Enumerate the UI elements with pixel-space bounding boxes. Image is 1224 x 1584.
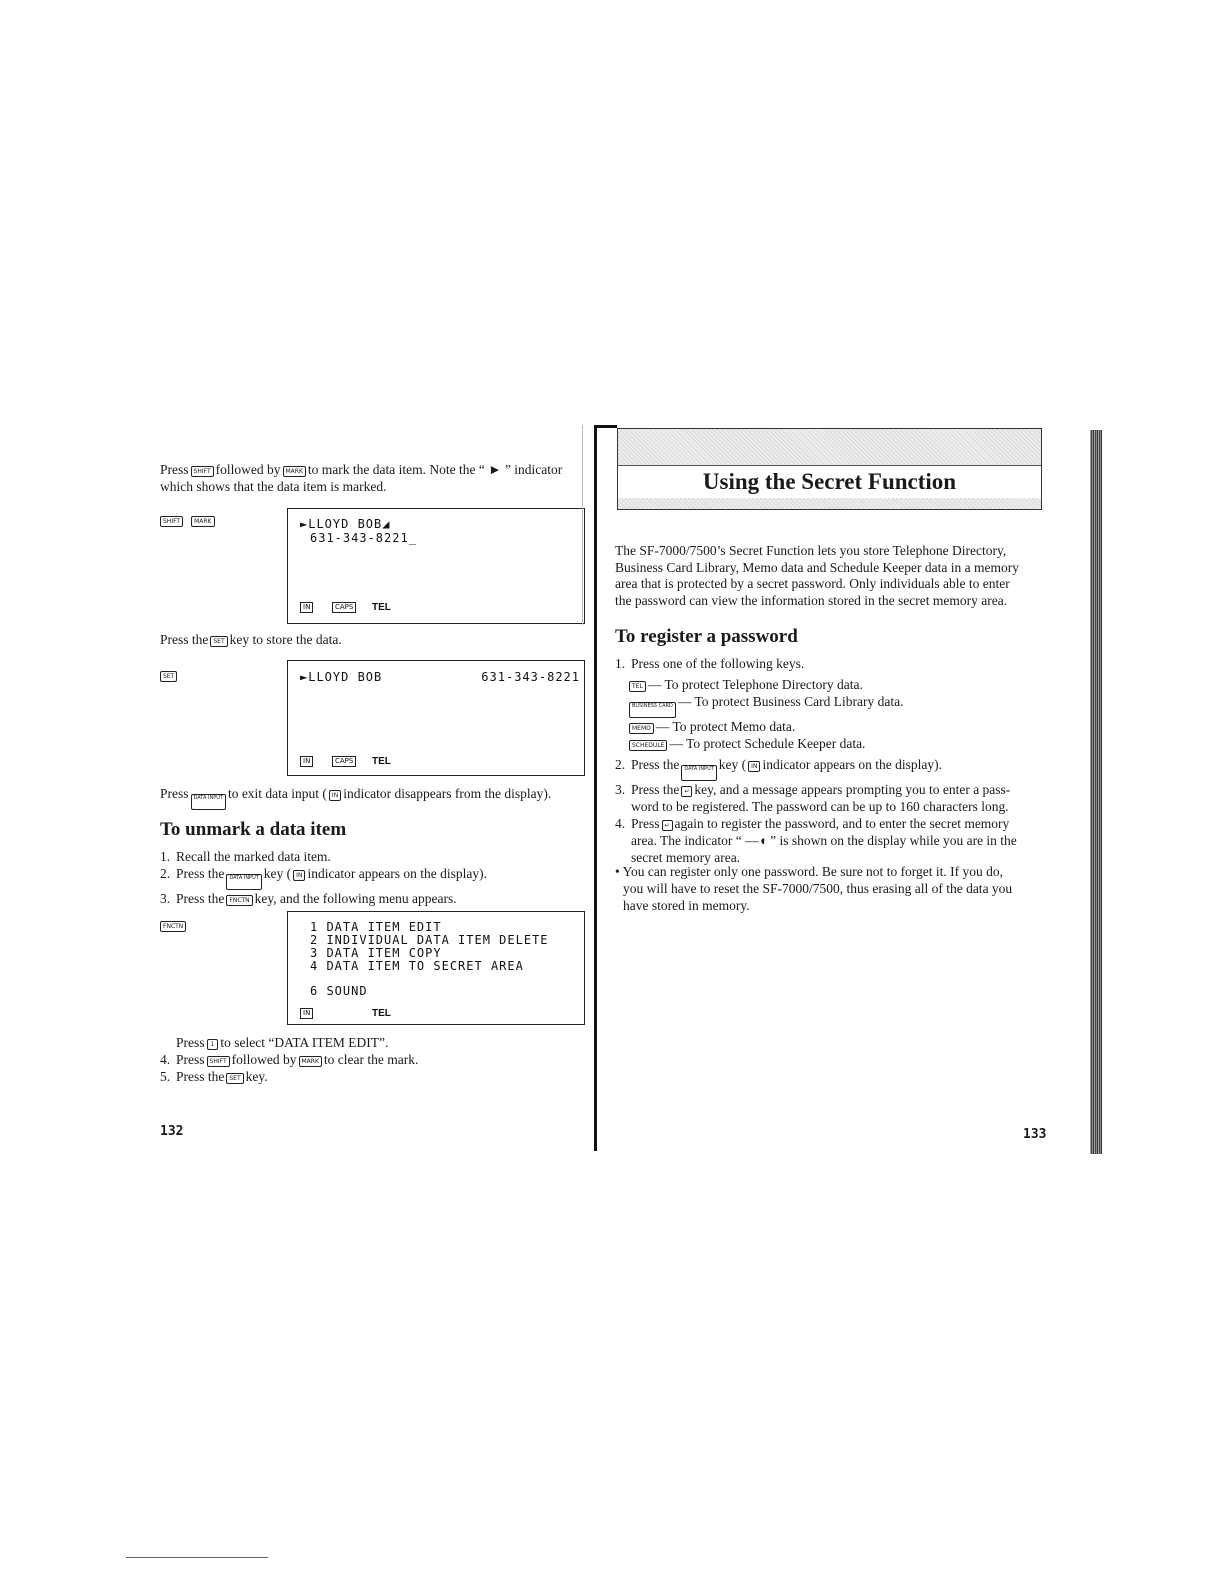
password-note [615,863,1012,914]
page-divider [594,425,597,1151]
shift-key-icon: SHIFT [160,516,183,527]
step-text: key. [245,1069,268,1084]
in-indicator: IN [300,1008,313,1019]
store-text: key to store the data. [229,632,342,647]
mark-key-icon: MARK [283,466,306,477]
intro-line-1 [160,461,562,478]
key-sequence-set [160,666,179,684]
step-text: Press the [176,866,225,881]
menu-item: 3 DATA ITEM COPY [310,946,442,960]
lcd-line: 631-343-8221_ [310,531,417,545]
step-number: 2. [160,866,171,881]
step-text: Press [176,1052,205,1067]
note-line: have stored in memory. [623,898,750,913]
step-text: area. The indicator “ —◖ ” is shown on the display while you are in the [631,833,1017,848]
step-text: indicator appears on the display). [307,866,488,881]
list-item [160,1068,580,1085]
step-number: 3. [160,891,171,906]
schedule-key-icon: SCHEDULE [629,740,667,751]
list-item [160,848,580,865]
divider-cap [597,425,617,428]
caps-indicator: CAPS [332,756,356,767]
tel-key-icon: TEL [629,681,646,692]
note-line: • You can register only one password. Be sure not to forget it. If you do, [615,864,1004,879]
step-number: 5. [160,1069,171,1084]
mark-key-icon: MARK [191,516,214,527]
list-item [615,756,1040,781]
select-text: to select “DATA ITEM EDIT”. [220,1035,389,1050]
lcd-display-marked [287,508,585,624]
lcd-line: ►LLOYD BOB [300,670,383,684]
step-text: key ( [718,757,747,772]
step-text: key, and the following menu appears. [254,891,457,906]
step-text: key ( [263,866,292,881]
step-text: key, and a message appears prompting you to enter a pass- [694,782,1011,797]
enter-key-icon: ↵ [681,786,692,797]
intro-text: followed by [215,462,281,477]
function-key-icon: FNCTN [160,921,186,932]
mark-key-icon: MARK [299,1056,322,1067]
store-instruction [160,631,342,648]
option-list [615,676,1040,752]
key-sequence-function [160,916,188,934]
footer-line [126,1557,268,1558]
step-number: 1. [615,656,626,671]
exit-text: indicator disappears from the display). [343,786,552,801]
register-steps [615,655,1040,866]
list-item [160,890,580,907]
step-text: Recall the marked data item. [176,849,331,864]
step-number: 4. [615,816,626,831]
lcd-phone-number: 631-343-8221 [481,670,580,684]
menu-item: 1 DATA ITEM EDIT [310,920,442,934]
caps-indicator: CAPS [332,602,356,613]
shift-key-icon: SHIFT [191,466,214,477]
scan-edge-bar [1090,430,1102,1154]
in-indicator-icon: IN [293,870,305,881]
unmark-steps [160,848,580,907]
step-number: 2. [615,757,626,772]
in-indicator-icon: IN [748,761,760,772]
step-text: Press the [176,891,225,906]
step-text: followed by [231,1052,297,1067]
register-heading: To register a password [615,626,798,647]
menu-item: 4 DATA ITEM TO SECRET AREA [310,959,524,973]
tel-mode-label: TEL [372,1008,391,1019]
step-text: again to register the password, and to enter the secret memory [674,816,1010,831]
intro-text: Press [160,462,189,477]
page-number-right: 133 [1023,1127,1047,1142]
secret-intro [615,543,1019,609]
exit-text: to exit data input ( [227,786,327,801]
exit-text: Press [160,786,189,801]
intro-line: The SF-7000/7500’s Secret Function lets you store Telephone Directory, [615,543,1007,558]
step-text: to clear the mark. [323,1052,419,1067]
select-instruction [176,1034,388,1051]
unmark-heading: To unmark a data item [160,819,347,840]
scan-shadow [582,425,583,625]
menu-item: 6 SOUND [310,984,368,998]
shift-key-icon: SHIFT [207,1056,230,1067]
key-sequence-shift-mark [160,511,217,529]
page-title: Using the Secret Function [702,469,957,494]
list-item [615,815,1040,866]
step-number: 3. [615,782,626,797]
list-item [627,718,1040,735]
select-text: Press [176,1035,205,1050]
option-text: — To protect Memo data. [655,719,796,734]
option-text: — To protect Business Card Library data. [677,694,904,709]
lcd-display-stored [287,660,585,776]
one-key-icon: 1 [207,1039,219,1050]
note-line: you will have to reset the SF-7000/7500, thus erasing all of the data you [623,881,1013,896]
lcd-line: ►LLOYD BOB◢ [300,517,391,531]
in-indicator: IN [300,602,313,613]
tel-mode-label: TEL [372,602,391,613]
step-text: secret memory area. [631,850,741,865]
step-text: Press the [631,757,680,772]
exit-instruction [160,785,551,810]
data-input-key-icon: DATA INPUT [191,794,226,810]
memo-key-icon: MEMO [629,723,654,734]
intro-line-2: which shows that the data item is marked. [160,479,387,494]
function-key-icon: FNCTN [226,895,252,906]
list-item [160,1051,580,1068]
list-item [615,655,1040,672]
step-text: Press one of the following keys. [631,656,805,671]
option-text: — To protect Schedule Keeper data. [669,736,866,751]
store-text: Press the [160,632,209,647]
set-key-icon: SET [226,1073,243,1084]
step-text: indicator appears on the display). [762,757,943,772]
data-input-key-icon: DATA INPUT [681,765,716,781]
menu-item: 2 INDIVIDUAL DATA ITEM DELETE [310,933,549,947]
list-item [627,693,1040,718]
lcd-function-menu [287,911,585,1025]
step-text: Press the [631,782,680,797]
step-number: 1. [160,849,171,864]
page-number-left: 132 [160,1124,184,1139]
list-item [160,865,580,890]
business-card-key-icon: BUSINESS CARD [629,702,676,718]
option-text: — To protect Telephone Directory data. [647,677,863,692]
set-key-icon: SET [160,671,177,682]
in-indicator-icon: IN [329,790,341,801]
list-item [627,676,1040,693]
list-item [627,735,1040,752]
step-number: 4. [160,1052,171,1067]
intro-line: Business Card Library, Memo data and Schedule Keeper data in a memory [615,559,1019,575]
in-indicator: IN [300,756,313,767]
step-text: word to be registered. The password can be up to 160 characters long. [631,799,1009,814]
step-text: Press the [176,1069,225,1084]
intro-line: the password can view the information stored in the secret memory area. [615,592,1008,608]
data-input-key-icon: DATA INPUT [226,874,261,890]
step-text: Press [631,816,660,831]
list-item [615,781,1040,815]
intro-text: to mark the data item. Note the “ ► ” indicator [307,462,563,477]
title-banner [617,428,1042,510]
set-key-icon: SET [210,636,227,647]
intro-line: area that is protected by a secret password. Only individuals able to enter [615,576,1010,591]
enter-key-icon: ↵ [662,820,673,831]
tel-mode-label: TEL [372,756,391,767]
clear-mark-steps [160,1051,580,1085]
